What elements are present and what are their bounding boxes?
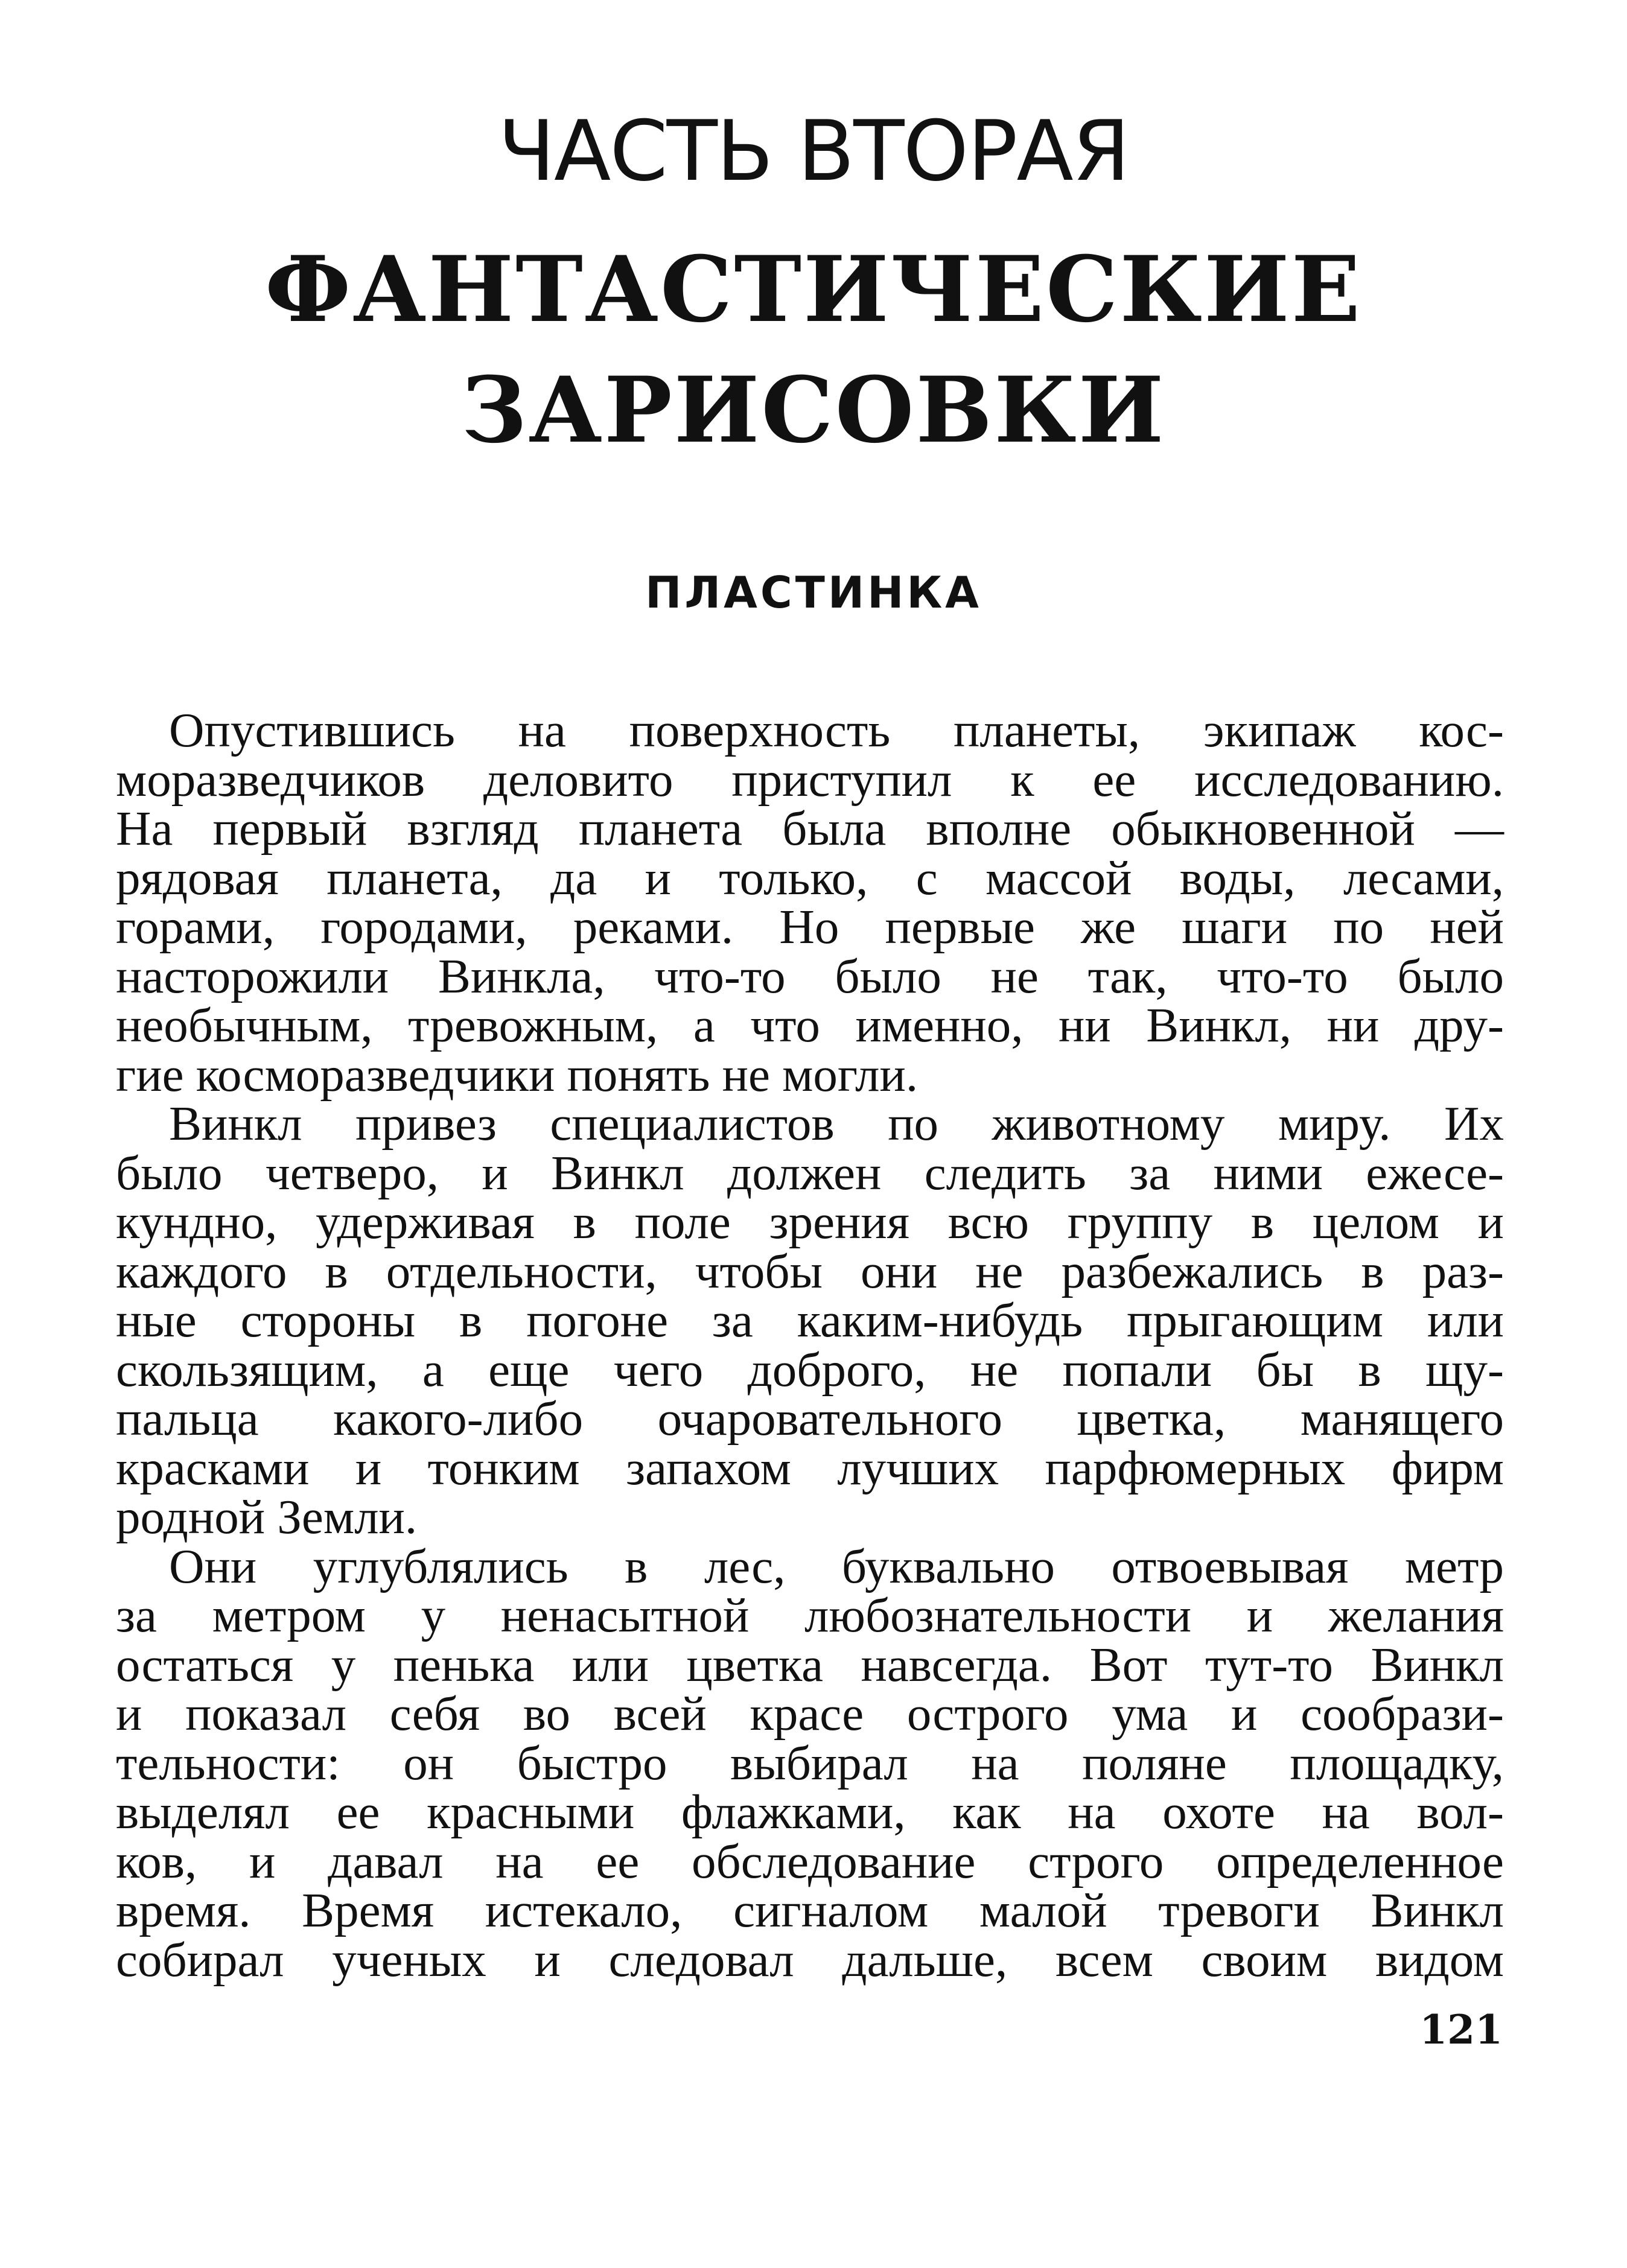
page-number: 121 <box>1419 2006 1503 2053</box>
text-line: было четверо, и Винкл должен следить за ними ежесе- <box>116 1145 1504 1200</box>
story-body <box>116 703 1504 1987</box>
paragraph <box>116 1539 1504 1987</box>
text-line: ные стороны в погоне за каким-нибудь прыгающим или <box>116 1293 1504 1347</box>
part-title: ЧАСТЬ ВТОРАЯ <box>498 103 1129 200</box>
text-line: Винкл привез специалистов по животному миру. Их <box>169 1096 1504 1151</box>
text-line: тельности: он быстро выбирал на поляне площадку, <box>116 1735 1504 1790</box>
text-line: необычным, тревожным, а что именно, ни Винкл, ни дру- <box>116 998 1504 1052</box>
text-line: остаться у пенька или цветка навсегда. Вот тут-то Винкл <box>116 1637 1504 1692</box>
text-line: красками и тонким запахом лучших парфюмерных фирм <box>116 1440 1504 1495</box>
text-line: время. Время истекало, сигналом малой тревоги Винкл <box>116 1883 1504 1937</box>
section-title-line: ЗАРИСОВКИ <box>461 357 1166 463</box>
story-title: ПЛАСТИНКА <box>645 567 982 618</box>
text-line: насторожили Винкла, что-то было не так, что-то было <box>116 948 1504 1003</box>
text-line: Они углублялись в лес, буквально отвоевывая метр <box>169 1539 1504 1593</box>
text-line: кундно, удерживая в поле зрения всю группу в целом и <box>116 1195 1504 1249</box>
section-title-line: ФАНТАСТИЧЕСКИЕ <box>265 237 1362 343</box>
text-line: выделял ее красными флажками, как на охоте на вол- <box>116 1785 1504 1839</box>
text-line: рядовая планета, да и только, с массой воды, лесами, <box>116 850 1504 905</box>
text-line: и показал себя во всей красе острого ума и сообрази- <box>116 1686 1504 1741</box>
section-title <box>0 229 1627 471</box>
text-line: за метром у ненасытной любознательности и желания <box>116 1588 1504 1642</box>
text-line: Опустившись на поверхность планеты, экипаж кос- <box>169 703 1504 757</box>
paragraph <box>116 703 1504 1102</box>
text-line: каждого в отдельности, чтобы они не разбежались в раз- <box>116 1244 1504 1298</box>
text-line: родной Земли. <box>116 1490 418 1544</box>
text-line: моразведчиков деловито приступил к ее исследованию. <box>116 752 1504 807</box>
paragraph <box>116 1096 1504 1544</box>
text-line: пальца какого-либо очаровательного цветка, манящего <box>116 1391 1504 1446</box>
text-line: На первый взгляд планета была вполне обыкновенной — <box>116 801 1504 856</box>
text-line: скользящим, а еще чего доброго, не попали бы в щу- <box>116 1342 1504 1397</box>
text-line: гие косморазведчики понять не могли. <box>116 1047 919 1102</box>
text-line: горами, городами, реками. Но первые же шаги по ней <box>116 900 1504 954</box>
text-line: собирал ученых и следовал дальше, всем своим видом <box>116 1932 1504 1987</box>
text-line: ков, и давал на ее обследование строго определенное <box>116 1834 1504 1888</box>
